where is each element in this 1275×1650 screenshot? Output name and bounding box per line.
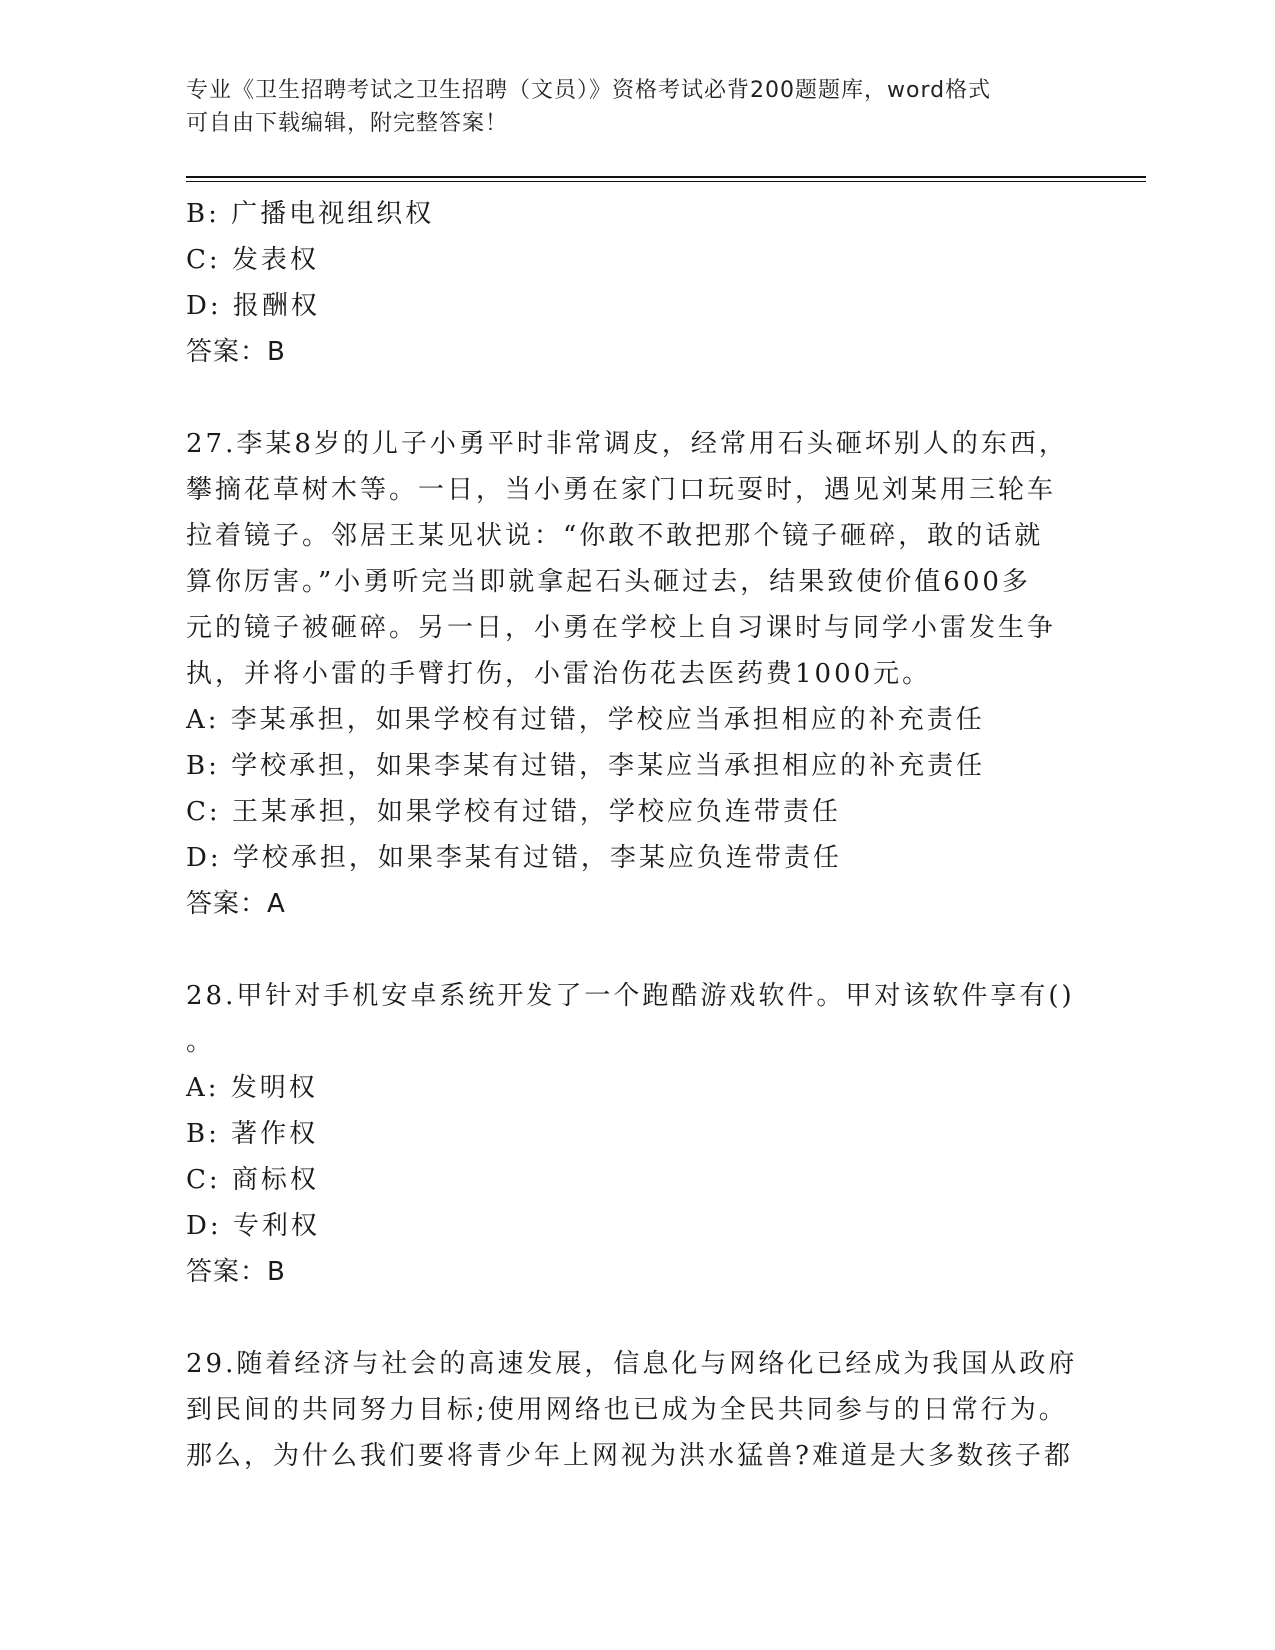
option-a: A: 李某承担，如果学校有过错，学校应当承担相应的补充责任	[186, 705, 985, 735]
question-29-stem	[186, 1341, 1076, 1479]
question-27-stem	[186, 421, 1076, 697]
stem-line: 执，并将小雷的手臂打伤，小雷治伤花去医药费1000元。	[186, 659, 932, 689]
option-b: B: 广播电视组织权	[186, 199, 435, 229]
spacer	[186, 927, 1076, 973]
question-26-options	[186, 191, 1076, 329]
option-d: D: 报酬权	[186, 291, 320, 321]
question-28-answer: 答案：B	[186, 1257, 286, 1287]
stem-line: 攀摘花草树木等。一日，当小勇在家门口玩耍时，遇见刘某用三轮车	[186, 475, 1057, 505]
question-27-answer: 答案：A	[186, 889, 286, 919]
stem-line: 元的镜子被砸碎。另一日，小勇在学校上自习课时与同学小雷发生争	[186, 613, 1057, 643]
question-content	[186, 191, 1076, 1479]
header-line-1: 专业《卫生招聘考试之卫生招聘（文员）》资格考试必背200题题库，word格式	[186, 78, 992, 103]
option-b: B: 著作权	[186, 1119, 319, 1149]
question-26-answer: 答案：B	[186, 337, 286, 367]
option-b: B: 学校承担，如果李某有过错，李某应当承担相应的补充责任	[186, 751, 986, 781]
question-27-options	[186, 697, 1076, 881]
stem-line: 27.李某8岁的儿子小勇平时非常调皮，经常用石头砸坏别人的东西，	[186, 429, 1068, 459]
header-line-2: 可自由下载编辑，附完整答案！	[186, 111, 509, 136]
stem-line: 那么，为什么我们要将青少年上网视为洪水猛兽?难道是大多数孩子都	[186, 1441, 1073, 1471]
option-d: D: 专利权	[186, 1211, 320, 1241]
option-d: D: 学校承担，如果李某有过错，李某应负连带责任	[186, 843, 842, 873]
question-28-stem	[186, 973, 1076, 1065]
question-28-options	[186, 1065, 1076, 1249]
spacer	[186, 375, 1076, 421]
stem-line: 到民间的共同努力目标;使用网络也已成为全民共同参与的日常行为。	[186, 1395, 1068, 1425]
stem-line: 算你厉害。”小勇听完当即就拿起石头砸过去，结果致使价值600多	[186, 567, 1031, 597]
stem-line: 。	[186, 1027, 216, 1057]
option-c: C: 发表权	[186, 245, 319, 275]
stem-line: 29.随着经济与社会的高速发展，信息化与网络化已经成为我国从政府	[186, 1349, 1078, 1379]
stem-line: 拉着镜子。邻居王某见状说：“你敢不敢把那个镜子砸碎，敢的话就	[186, 521, 1044, 551]
option-a: A: 发明权	[186, 1073, 318, 1103]
spacer	[186, 1295, 1076, 1341]
option-c: C: 商标权	[186, 1165, 319, 1195]
option-c: C: 王某承担，如果学校有过错，学校应负连带责任	[186, 797, 841, 827]
header-divider-thick	[186, 176, 1146, 178]
page-header	[186, 74, 1066, 140]
header-divider-thin	[186, 181, 1146, 182]
stem-line: 28.甲针对手机安卓系统开发了一个跑酷游戏软件。甲对该软件享有()	[186, 981, 1075, 1011]
